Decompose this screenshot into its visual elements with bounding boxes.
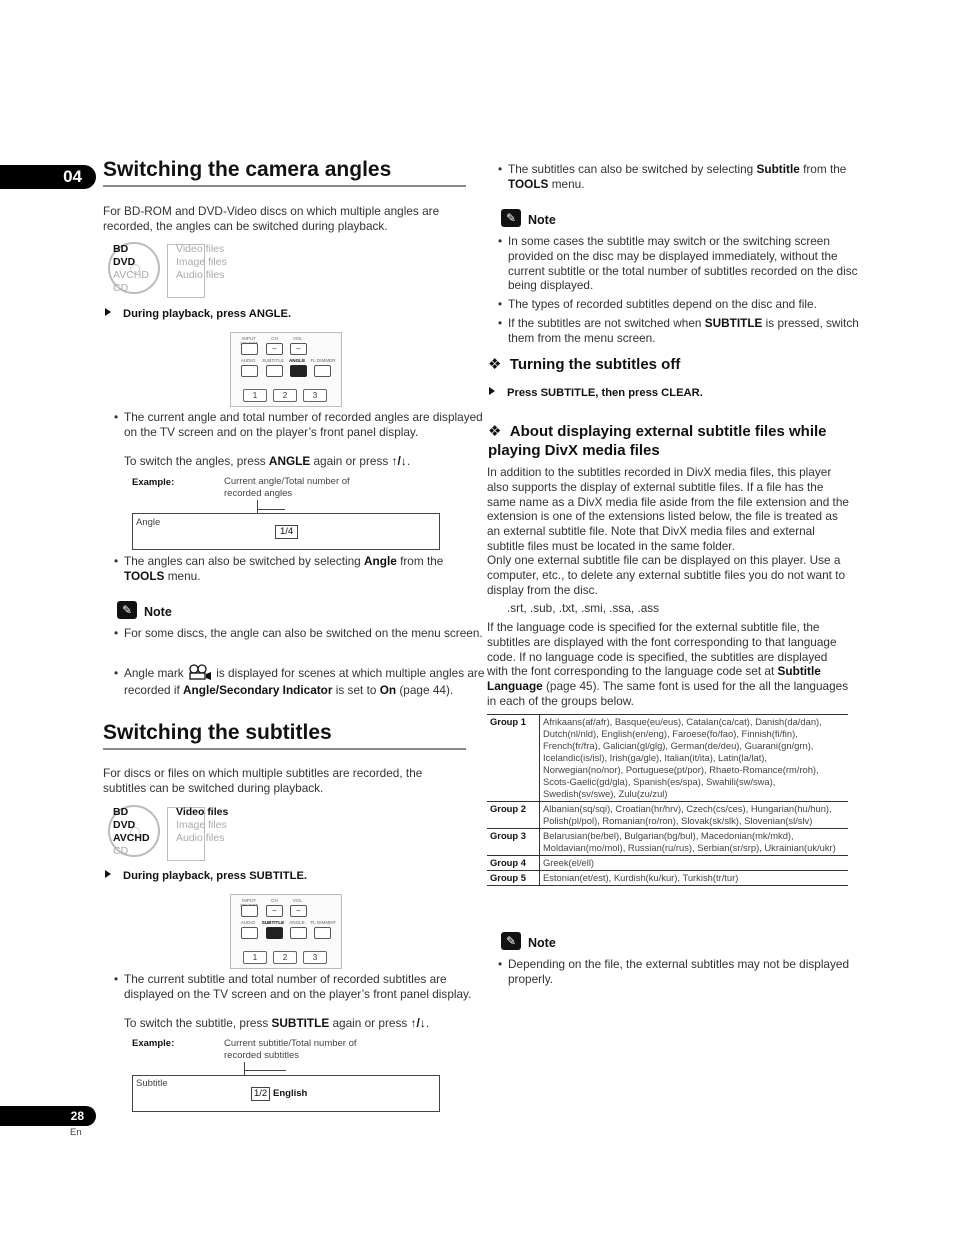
file-video: Video files <box>176 806 229 818</box>
disc-cd: CD <box>113 282 129 294</box>
remote-angle-label: ANGLE <box>289 920 305 925</box>
chapter-tab: 04 <box>0 165 96 189</box>
subtitles-example-label: Example: <box>132 1038 175 1049</box>
remote-subtitle-label: SUBTITLE <box>261 920 285 925</box>
right-note-last-text: Depending on the file, the external subtitles may not be displayed properly. <box>508 957 850 986</box>
angles-bullet2: • The angles can also be switched by selecting Angle from the TOOLS menu. <box>114 554 444 583</box>
remote-input-select-button <box>241 905 258 917</box>
right-note2-text: The types of recorded subtitles depend on the disc and file. <box>508 297 817 311</box>
subtitles-example-leader-h <box>244 1070 286 1071</box>
disc-cd: CD <box>113 845 129 857</box>
disc-dvd: DVD <box>113 256 136 268</box>
remote-diagram-subtitle <box>230 894 342 969</box>
subtitles-example-caption: Current subtitle/Total number of recorded subtitles <box>224 1038 357 1061</box>
right-note3-key: SUBTITLE <box>704 316 763 330</box>
right-bullet-top-mid: from the <box>799 162 847 176</box>
external-subtitle-p1: In addition to the subtitles recorded in DivX media files, this player also supports the display of external subtitle files. If a file has the same name as a DivX media file aside from the file extension and the extension is one of the extensions listed below, the file is treated as an external subtitle file. Note that DivX media files and external subtitle files must be located in the same folder. <box>487 465 849 553</box>
group-languages: Albanian(sq/sqi), Croatian(hr/hrv), Czech(cs/ces), Hungarian(hu/hun), Polish(pl/pol), Romanian(ro/ron), Slovak(sk/slk), Slovenian(sl/slv) <box>540 802 849 829</box>
subtitles-display-value: 1/2 <box>251 1087 270 1101</box>
angles-note1-text: For some discs, the angle can also be switched on the menu screen. <box>124 626 483 640</box>
remote-diagram-angle <box>230 332 342 407</box>
right-note3-post: is pressed, switch them from the menu screen. <box>508 316 859 345</box>
language-code: En <box>70 1127 82 1138</box>
remote-input-select-label: INPUT <box>242 898 256 903</box>
subtitles-bullet1-text: The current subtitle and total number of recorded subtitles are displayed on the TV screen and on the player’s front panel display. <box>124 972 472 1001</box>
right-note-label: Note <box>528 213 556 227</box>
angles-note2: • Angle mark is displayed for scenes at which multiple angles are recorded if Angle/Secondary Indicator is set to On (page 44). <box>114 666 485 697</box>
file-audio: Audio files <box>176 269 225 281</box>
right-note1-text: In some cases the subtitle may switch or the switching screen provided on the disc may be displayed immediately, without the current subtitle or the total number of subtitles recorded on the disc being displayed. <box>508 234 858 293</box>
subtitles-display-language: English <box>273 1088 308 1099</box>
remote-subtitle-button <box>266 365 283 377</box>
angles-display-value: 1/4 <box>275 525 298 539</box>
right-note3: • If the subtitles are not switched when SUBTITLE is pressed, switch them from the menu screen. <box>498 316 859 345</box>
remote-num-1: 1 <box>243 389 267 402</box>
angles-bullet2-key: Angle <box>364 554 397 568</box>
diamond-bullet-icon: ❖ <box>488 356 502 373</box>
up-down-arrow-icon: ↑/↓ <box>391 454 407 468</box>
group-languages: Greek(el/ell) <box>540 856 849 871</box>
table-row <box>487 829 848 856</box>
subtitles-off-step <box>489 387 703 399</box>
angles-note2-pre: Angle mark <box>124 666 184 680</box>
external-subtitle-p3 <box>487 620 849 709</box>
subtitles-bullet1b-post: again or press <box>329 1016 408 1030</box>
remote-vol-minus-button: – <box>290 905 307 917</box>
subtitles-off-step-text: Press SUBTITLE, then press CLEAR. <box>507 387 703 399</box>
angles-note2-key2: On <box>379 682 397 697</box>
step-arrow-icon <box>105 308 111 316</box>
right-bullet-top-key2: TOOLS <box>508 176 549 191</box>
group-name: Group 2 <box>487 802 540 829</box>
remote-fl-dimmer-button <box>314 365 331 377</box>
right-bullet-top-key: Subtitle <box>756 162 800 176</box>
remote-subtitle-label: SUBTITLE <box>262 358 284 363</box>
angles-example-leader-h <box>257 509 285 510</box>
remote-audio-button <box>241 365 258 377</box>
remote-fl-dimmer-button <box>314 927 331 939</box>
table-row <box>487 715 848 802</box>
group-name: Group 1 <box>487 715 540 802</box>
subtitles-step-text: During playback, press SUBTITLE. <box>123 870 308 882</box>
file-audio: Audio files <box>176 832 225 844</box>
angles-title-rule <box>103 185 466 187</box>
remote-subtitle-button <box>266 927 283 939</box>
note-icon: ✎ <box>501 932 521 950</box>
subtitles-intro: For discs or files on which multiple subtitles are recorded, the subtitles can be switched during playback. <box>103 766 423 795</box>
step-arrow-icon <box>105 870 111 878</box>
angles-display-label: Angle <box>136 517 161 528</box>
group-languages: Estonian(et/est), Kurdish(ku/kur), Turkish(tr/tur) <box>540 871 849 886</box>
up-down-arrow-icon: ↑/↓ <box>410 1016 426 1030</box>
remote-vol-label: VOL <box>292 336 303 341</box>
file-video: Video files <box>176 243 225 255</box>
remote-audio-label: AUDIO <box>240 358 256 363</box>
subtitles-step <box>105 870 307 882</box>
external-subtitle-title: About displaying external subtitle files while playing DivX media files <box>488 423 827 459</box>
angles-step <box>105 308 291 320</box>
angles-bullet1: • The current angle and total number of recorded angles are displayed on the TV screen and on the player’s front panel display. <box>114 410 483 439</box>
file-image: Image files <box>176 819 227 831</box>
remote-ch-minus-button: – <box>266 343 283 355</box>
subtitles-bullet1: • The current subtitle and total number of recorded subtitles are displayed on the TV screen and on the player’s front panel display. <box>114 972 472 1001</box>
angles-intro: For BD-ROM and DVD-Video discs on which multiple angles are recorded, the angles can be switched during playback. <box>103 204 440 233</box>
right-bullet-top-pre: The subtitles can also be switched by selecting <box>508 162 757 176</box>
subtitles-off-title: Turning the subtitles off <box>509 356 681 373</box>
external-subtitle-heading <box>488 422 848 460</box>
group-languages: Belarusian(be/bel), Bulgarian(bg/bul), Macedonian(mk/mkd), Moldavian(mo/mol), Russian(ru/rus), Serbian(sr/srp), Ukrainian(uk/ukr) <box>540 829 849 856</box>
angles-bullet1b-pre: To switch the angles, press <box>124 454 269 468</box>
remote-input-select-label: INPUT <box>242 336 256 341</box>
angles-note2-key: Angle/Secondary Indicator <box>183 682 333 697</box>
group-languages: Afrikaans(af/afr), Basque(eu/eus), Catalan(ca/cat), Danish(da/dan), Dutch(nl/nld), English(en/eng), Faroese(fo/fao), Finnish(fi/fin), French(fr/fra), Galician(gl/glg), German(de/deu), Guarani(gn/grn), Icelandic(is/isl), Irish(ga/gle), Italian(it/ita), Latin(la/lat), Norwegian(no/nor), Portuguese(pt/por), Rhaeto-Romance(rm/roh), Scots-Gaelic(gd/gla), Spanish(es/spa), Swahili(sw/swa), Swedish(sv/swe), Zulu(zu/zul) <box>540 715 849 802</box>
angles-bullet2-pre: The angles can also be switched by selecting <box>124 554 365 568</box>
subtitles-bullet1b-pre: To switch the subtitle, press <box>124 1016 272 1030</box>
remote-num-2: 2 <box>273 389 297 402</box>
remote-vol-label: VOL <box>292 898 303 903</box>
step-arrow-icon <box>489 387 495 395</box>
right-bullet-top: • The subtitles can also be switched by selecting Subtitle from the TOOLS menu. <box>498 162 847 191</box>
external-subtitle-p3-pre: If the language code is specified for the external subtitle file, the subtitles are displayed with the font corresponding to that language code. If no language code is specified, the subtitles are displayed with the font corresponding to the language code set at <box>487 620 837 679</box>
subtitles-disc-compat <box>108 805 238 863</box>
external-subtitle-p3-key: Subtitle Language <box>487 664 821 694</box>
angles-bullet2-post: menu. <box>164 568 201 583</box>
note-icon: ✎ <box>117 601 137 619</box>
remote-num-1: 1 <box>243 951 267 964</box>
remote-num-3: 3 <box>303 389 327 402</box>
external-subtitle-p2: Only one external subtitle file can be displayed on this player. Use a computer, etc., to delete any external subtitle files you do not want to display from the disc. <box>487 553 846 597</box>
angles-step-text: During playback, press ANGLE. <box>123 308 292 320</box>
disc-bd: BD <box>113 806 129 818</box>
remote-num-3: 3 <box>303 951 327 964</box>
angles-note2-mid: is displayed for scenes at which multiple angles are recorded if <box>124 666 485 697</box>
remote-angle-label: ANGLE <box>288 358 306 363</box>
table-row <box>487 856 848 871</box>
angles-example-label: Example: <box>132 477 175 488</box>
subtitles-title-rule <box>103 748 466 750</box>
external-subtitle-p3-post: (page 45). The same font is used for the all the languages in each of the groups below. <box>487 679 849 708</box>
right-note-last: • Depending on the file, the external subtitles may not be displayed properly. <box>498 957 850 986</box>
angles-display-box <box>132 513 440 550</box>
angles-bullet1b: To switch the angles, press ANGLE again or press ↑/↓. <box>124 454 411 468</box>
angle-mark-icon <box>187 664 213 680</box>
right-note2: • The types of recorded subtitles depend on the disc and file. <box>498 297 817 311</box>
right-note1: • In some cases the subtitle may switch or the switching screen provided on the disc may be displayed immediately, without the current subtitle or the total number of subtitles recorded on the disc being displayed. <box>498 234 858 293</box>
subtitles-display-label: Subtitle <box>136 1078 168 1089</box>
angles-bullet1-text: The current angle and total number of recorded angles are displayed on the TV screen and on the player’s front panel display. <box>124 410 483 439</box>
remote-audio-button <box>241 927 258 939</box>
disc-avchd: AVCHD <box>113 832 150 844</box>
angles-bullet2-mid: from the <box>396 554 444 568</box>
disc-bd: BD <box>113 243 129 255</box>
disc-avchd: AVCHD <box>113 269 149 281</box>
remote-fl-dimmer-label: FL DIMMER <box>310 920 336 925</box>
subtitles-bullet1b-key: SUBTITLE <box>271 1016 330 1030</box>
angles-note2-mid2: is set to <box>332 682 380 697</box>
angles-note-label: Note <box>144 605 172 619</box>
angles-bullet1b-key: ANGLE <box>268 454 311 468</box>
remote-audio-label: AUDIO <box>240 920 256 925</box>
remote-angle-button <box>290 365 307 377</box>
external-subtitle-extensions: .srt, .sub, .txt, .smi, .ssa, .ass <box>507 601 660 615</box>
page-number: 28 <box>0 1106 96 1126</box>
remote-angle-button <box>290 927 307 939</box>
table-row <box>487 871 848 886</box>
angles-disc-compat <box>108 242 238 300</box>
group-name: Group 4 <box>487 856 540 871</box>
angles-example-caption: Current angle/Total number of recorded angles <box>224 476 350 499</box>
file-image: Image files <box>176 256 227 268</box>
angles-bullet2-key2: TOOLS <box>124 568 165 583</box>
right-note-label-2: Note <box>528 936 556 950</box>
note-icon: ✎ <box>501 209 521 227</box>
subtitles-title: Switching the subtitles <box>103 721 332 744</box>
remote-input-select-button <box>241 343 258 355</box>
remote-vol-minus-button: – <box>290 343 307 355</box>
angles-title: Switching the camera angles <box>103 158 392 181</box>
group-name: Group 5 <box>487 871 540 886</box>
angles-note1: • For some discs, the angle can also be switched on the menu screen. <box>114 626 483 640</box>
angles-note2-post: (page 44). <box>396 682 454 697</box>
remote-ch-label: CH <box>271 898 278 903</box>
language-groups-table <box>487 714 848 886</box>
diamond-bullet-icon: ❖ <box>488 423 502 440</box>
disc-dvd: DVD <box>113 819 136 831</box>
remote-fl-dimmer-label: FL DIMMER <box>310 358 336 363</box>
right-bullet-top-post: menu. <box>548 176 585 191</box>
remote-ch-label: CH <box>271 336 278 341</box>
subtitles-off-heading <box>488 355 680 374</box>
subtitles-bullet1b: To switch the subtitle, press SUBTITLE again or press ↑/↓. <box>124 1016 430 1030</box>
remote-num-2: 2 <box>273 951 297 964</box>
subtitles-display-box <box>132 1075 440 1112</box>
group-name: Group 3 <box>487 829 540 856</box>
remote-ch-minus-button: – <box>266 905 283 917</box>
angles-bullet1b-post: again or press <box>310 454 389 468</box>
table-row <box>487 802 848 829</box>
right-note3-pre: If the subtitles are not switched when <box>508 316 705 330</box>
